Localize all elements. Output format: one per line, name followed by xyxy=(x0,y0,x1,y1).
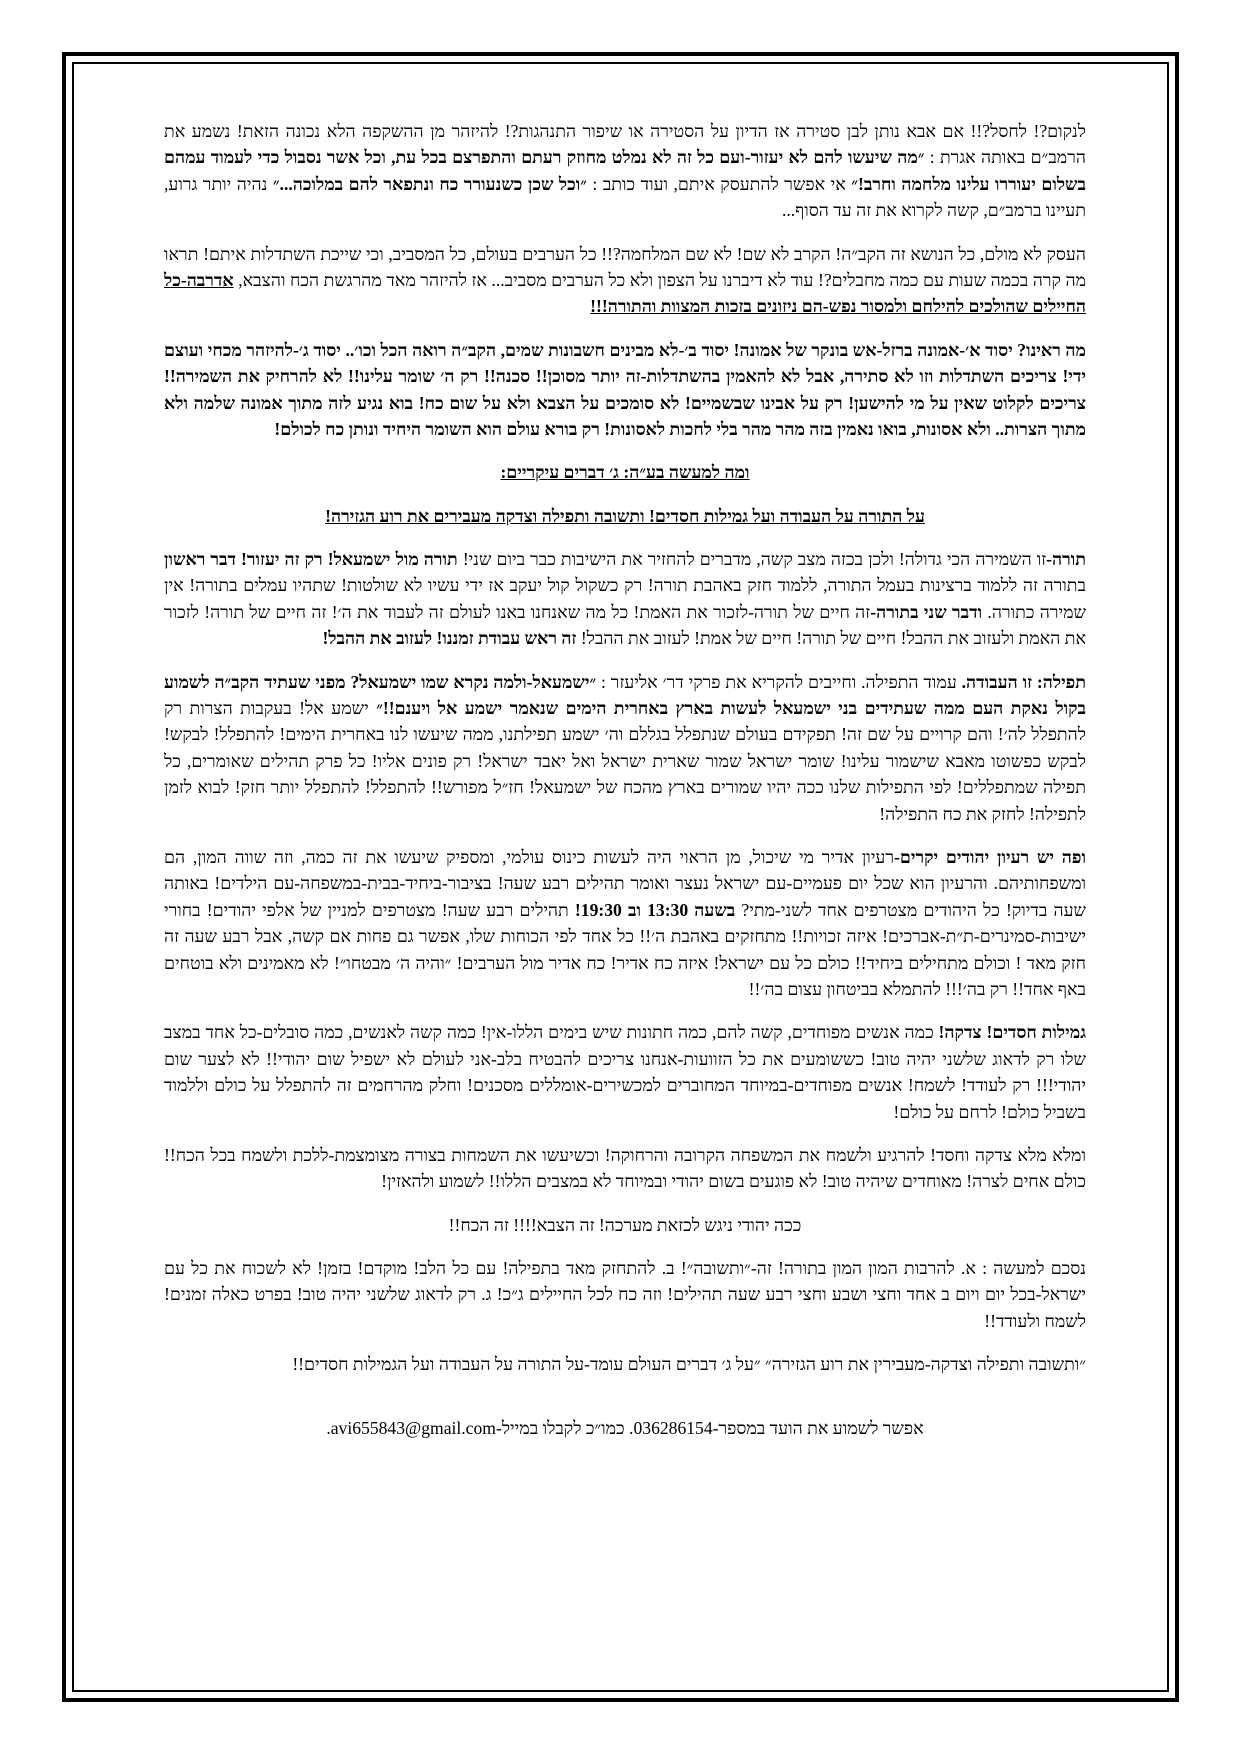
paragraph-torah xyxy=(164,546,1086,652)
footer-contact xyxy=(164,1415,1086,1441)
footer-email[interactable]: avi655843@gmail.com xyxy=(330,1417,496,1438)
text-run-bold: גמילות חסדים! צדקה! xyxy=(938,1022,1086,1043)
text-run-bold: ״מה שיעשו להם לא יעזור-ועם כל זה לא נמלט מחוזק רעתם והתפרצם בכל עת, וכל אשר נסבול כדי לעמוד עמהם בשלום יעוררו עלינו מלחמה וחרב!״ xyxy=(164,147,1086,194)
text-run-bold-underline: אדרבה-כל החיילים שהולכים להילחם ולמסור נפש-הם ניזונים בזכות המצוות והתורה!!! xyxy=(164,269,1086,317)
text-run: תהילים רבע שעה! מצטרפים למניין של אלפי יהודים! בחורי ישיבות-סמינרים-ת״ת-אברכים! איזה זכויות!! מתחזקים באהבת ה׳!! כל אחד לפי הכוחות שלו, אפשר גם פחות אם קשה, אבל רבע שעה זה חזק מאד ! וכולם מתחילים ביחיד!! כולם כל עם ישראל! איזה כח אדיר! כח אדיר מול הערבים! ״והיה ה׳ מבטחו״! לא מאמינים ולא בוטחים באף אחד!! רק בה׳!!! להתמלא בביטחון עצום בה׳!! xyxy=(164,899,1086,999)
page-border-outer xyxy=(62,52,1179,1702)
paragraph-tzedaka-chesed xyxy=(164,1142,1086,1195)
text-run: ומלא מלא צדקה וחסד! להרגיע ולשמח את המשפחה הקרובה והרחוקה! וכשיעשו את השמחות בצורה מצומצמת-ללכת ולשמח בכל הכח!! כולם אחים לצרה! מאוחדים שיהיה טוב! לא פוגעים בשום יהודי ובמיוחד לא במצבים הללו!! לשמוע ולהאזין! xyxy=(164,1144,1086,1192)
heading-text: ומה למעשה בע״ה: ג׳ דברים עיקריים: xyxy=(500,462,750,483)
text-run: נסכם למעשה : א. להרבות המון המון בתורה! זה-״ותשובה״! ב. להתחזק מאד בתפילה! עם כל הלב! מוקדם! בזמן! לא לשכוח את כל עם ישראל-בכל יום ויום ב אחד וחצי ושבע וחצי רבע שעה תהילים! וזה כח לכל החיילים ג״כ! ג. רק לדאוג שלשני יהיה טוב! בפרט כאלה זמנים! לשמח ולעודד!! xyxy=(164,1258,1086,1331)
text-run-bold: ״ישמעאל-ולמה נקרא שמו ישמעאל? מפני שעתיד הקב״ה לשמוע בקול נאקת העם ממה שעתידים בני ישמעאל לעשות בארץ באחרית הימים שנאמר ישמע אל ויענם!!״ xyxy=(164,671,1086,719)
paragraph-gemilut-chasadim xyxy=(164,1019,1086,1125)
footer-phone: 036286154 xyxy=(633,1417,713,1438)
text-run: עמוד התפילה. וחייבים להקריא את פרקי דר׳ אליעזר : xyxy=(596,671,962,692)
heading-three-pillars xyxy=(164,503,1086,529)
text-run-bold: תורה מול ישמעאל! רק זה יעזור! דבר ראשון xyxy=(164,549,458,570)
heading-text: על התורה על העבודה ועל גמילות חסדים! ותשובה ותפילה וצדקה מעבירים את רוע הגזירה! xyxy=(325,505,925,526)
text-run-bold: תפילה: זו העבודה. xyxy=(961,671,1086,692)
text-run-bold: מה ראינו? יסוד א׳-אמונה ברזל-אש בונקר של אמונה! יסוד ב׳-לא מבינים חשבונות שמים, הקב״ה רואה הכל וכו׳.. יסוד ג׳-להיזהר מכחי ועוצם ידי! צריכים השתדלות וזו לא סתירה, אבל לא להאמין בהשתדלות-זה יותר מסוכן!! סכנה!! רק ה׳ שומר עלינו!! לא להרחיק את השמירה!! צריכים לקלוט שאין על מי להישען! רק על אבינו שבשמיים! לא סומכים על הצבא ולא על שום כח! בוא נגיע לזה מתוך אמונה שלמה ולא מתוך הצרות.. ולא אסונות, בואו נאמין בזה מהר מהר בלי לחכות לאסונות! רק בורא עולם הוא השומר היחיד ונותן כח לכולם! xyxy=(164,339,1086,439)
footer-prefix: אפשר לשמוע את הועד במספר- xyxy=(712,1417,924,1438)
paragraph-tefila xyxy=(164,669,1086,827)
paragraph-2 xyxy=(164,241,1086,320)
text-run: זה חיים של תורה-לזכור את האמת! כל מה שאנחנו באנו לעולם זה לעבוד את ה׳! זה חיים של תורה! לזכור את האמת ולעזוב את ההבל! חיים של תורה! חיים של אמת! לעזוב את ההבל! xyxy=(164,601,1086,649)
text-run: ישמע אל! בעקבות הצרות רק להתפלל לה׳! והם קרויים על שם זה! תפקידם בעולם שנתפלל בגללם וה׳ ישמע תפילתנו, ממה שיעשו לנו באחרית הימים! להתפלל! לבקש! לבקש כפשוטו מאבא שישמור עלינו! שומר ישראל שמור שארית ישראל ואל יאבד ישראל! רק פונים אליו! כל פרק תהילים שאומרים, כל תפילה שמתפללים! לפי התפילות שלנו ככה יהיו שמורים בארץ מהכח של ישמעאל! חז״ל מפורש!! להתפלל! להתפלל יותר חזק! לבוא לזמן לתפילה! לחזק את כח התפילה! xyxy=(164,698,1086,824)
text-run: אי אפשר להתעסק איתם, ועוד כותב : xyxy=(586,173,852,194)
text-run: ככה יהודי ניגש לכזאת מערכה! זה הצבא!!!! זה הכח!! xyxy=(448,1214,802,1235)
text-run-bold: ״וכל שכן כשנעורר כח ונתפאר להם במלוכה...״ xyxy=(272,173,587,194)
text-run: העסק לא מולם, כל הנושא זה הקב״ה! הקרב לא שם! לא שם המלחמה?!! כל הערבים בעולם, כל המסביב, וכי שייכת השתדלות איתם! תראו מה קרה בכמה שעות עם כמה מחבלים?! עוד לא דיברנו על הצפון ולא כל הערבים מסביב... אז להיזהר מאד מהרגשת הכח והצבא, xyxy=(164,243,1086,290)
text-run: רעיון אדיר מי שיכול, מן הראוי היה לעשות כינוס עולמי, ומספיק שיעשו את זה כמה, וזה שווה המון, הם ומשפחותיהם. והרעיון הוא שכל יום פעמיים-עם ישראל נעצר ואומר תהילים רבע שעה! בציבור-ביחיד-בבית-במשפחה-עם הילדים! באותה שעה בדיוק! כל היהודים מצטרפים אחד לשני-מתי? xyxy=(164,846,1086,920)
text-run: זו השמירה הכי גדולה! ולכן בכזה מצב קשה, מדברים להחזיר את הישיבות כבר ביום שני! xyxy=(457,549,1047,570)
paragraph-1 xyxy=(164,118,1086,224)
paragraph-3-three-foundations xyxy=(164,337,1086,443)
document-body xyxy=(164,118,1086,1638)
text-run: לנקום?! לחסל?!! אם אבא נותן לבן סטירה אז הדיון על הסטירה או שיפור התנהגות?! להיזהר מן ההשקפה הלא נכונה הזאת! נשמע את הרמב״ם באותה אגרת : xyxy=(164,121,1086,168)
heading-practical-summary xyxy=(164,459,1086,485)
paragraph-tehillim-idea xyxy=(164,844,1086,1002)
text-run-bold-times: בשעה 13:30 וב 19:30! xyxy=(574,899,736,920)
paragraph-summary xyxy=(164,1255,1086,1334)
paragraph-jewish-battle xyxy=(164,1212,1086,1238)
text-run-bold: ופה יש רעיון יהודים יקרים- xyxy=(894,846,1086,867)
text-run-bold: ודבר שני בתורה- xyxy=(870,601,983,622)
paragraph-closing-quote xyxy=(164,1351,1086,1377)
text-run: ״ותשובה ותפילה וצדקה-מעבירין את רוע הגזירה״ ״על ג׳ דברים העולם עומד-על התורה על העבודה ועל הגמילות חסדים!! xyxy=(292,1354,1086,1375)
text-run: כמה אנשים מפוחדים, קשה להם, כמה חתונות שיש בימים הללו-אין! כמה קשה לאנשים, כמה סובלים-כל אחד במצב שלו רק לדאוג שלשני יהיה טוב! כששומעים את כל הזוועות-אנחנו צריכים להבטיח בלב-אני לעולם לא ישפיל שום יהודי!! לא לצער שום יהודי!!! רק לעודד! לשמח! אנשים מפוחדים-במיוחד המחוברים למכשירים-אומללים מסכנים! וחלק מהרחמים זה להתפלל על כולם וללמוד בשביל כולם! לרחם על כולם! xyxy=(164,1022,1086,1122)
text-run: בתורה זה ללמוד ברצינות בעמל התורה, ללמוד חזק באהבת תורה! רק כשקול קול יעקב אז ידי עשיו לא שולטות! שתהיו עמלים בתורה! אין שמירה כתורה. xyxy=(164,575,1086,622)
text-run-bold: תורה- xyxy=(1046,549,1086,570)
text-run-bold: זה ראש עבודת זמננו! לעזוב את ההבל! xyxy=(322,628,577,649)
text-run: נהיה יותר גרוע, תעיינו ברמב״ם, קשה לקרוא את זה עד הסוף... xyxy=(164,173,1086,221)
footer-suffix: . xyxy=(326,1417,331,1438)
footer-middle: . כמו״כ לקבלו במייל- xyxy=(495,1417,634,1438)
spacer xyxy=(164,1395,1086,1415)
